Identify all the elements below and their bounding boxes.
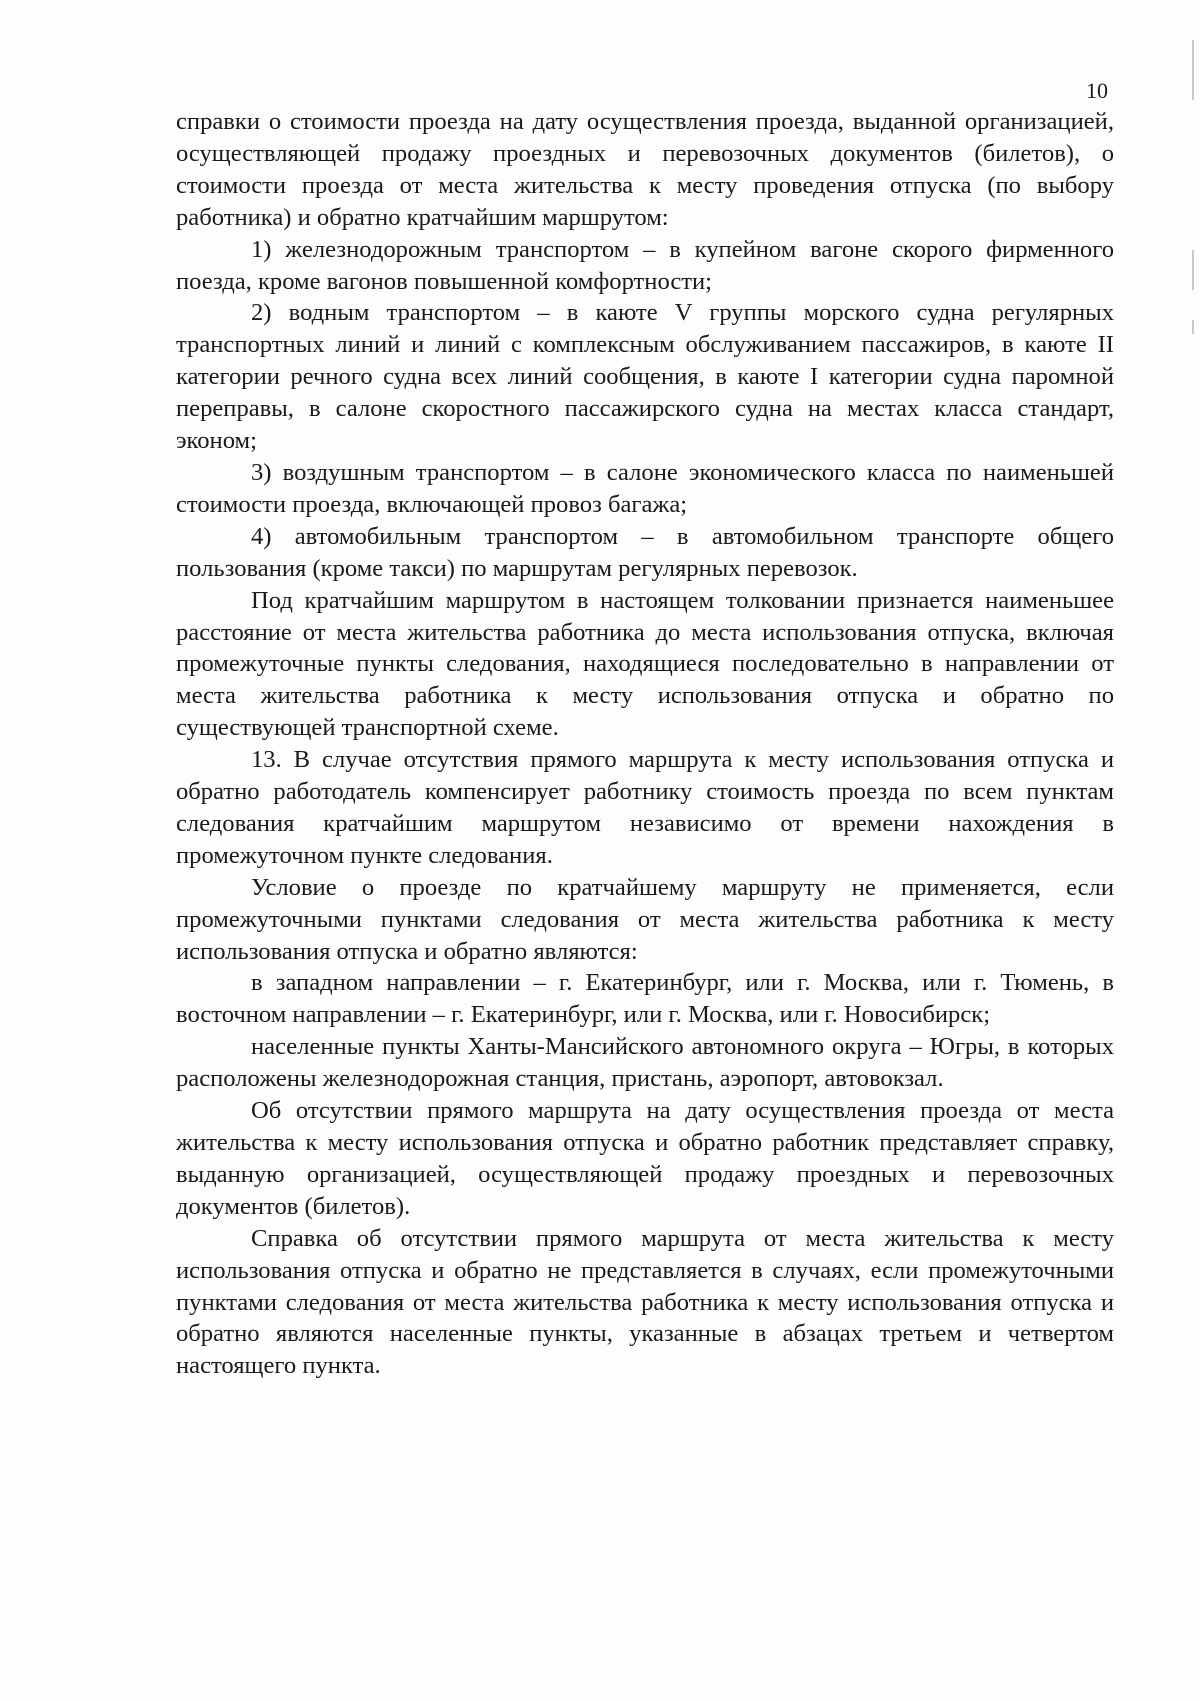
scan-edge-mark <box>1192 320 1194 334</box>
page-number: 10 <box>1086 78 1108 103</box>
scan-edge-mark <box>1192 250 1194 290</box>
list-item-air: 3) воздушным транспортом – в салоне экономического класса по наименьшей стоимости проезда, включающей провоз багажа; <box>176 458 1114 518</box>
paragraph: Справка об отсутствии прямого маршрута от места жительства к месту использования отпуска и обратно не представляется в случаях, если промежуточными пунктами следования от места жительства работника к месту использования отпуска и обратно являются населенные пункты, указанные в абзацах третьем и четвертом настоящего пункта. <box>176 1224 1114 1380</box>
paragraph-clause-13: 13. В случае отсутствия прямого маршрута к месту использования отпуска и обратно работодатель компенсирует работнику стоимость проезда по всем пунктам следования кратчайшим маршрутом независимо от времени нахождения в промежуточном пункте следования. <box>176 746 1114 869</box>
paragraph: Условие о проезде по кратчайшему маршруту не применяется, если промежуточными пунктами следования от места жительства работника к месту использования отпуска и обратно являются: <box>176 873 1114 965</box>
paragraph: Об отсутствии прямого маршрута на дату осуществления проезда от места жительства к месту использования отпуска и обратно работник представляет справку, выданную организацией, осуществляющей продажу проездных и перевозочных документов (билетов). <box>176 1097 1114 1220</box>
paragraph: справки о стоимости проезда на дату осуществления проезда, выданной организацией, осуществляющей продажу проездных и перевозочных документов (билетов), о стоимости проезда от места жительства к месту проведения отпуска (по выбору работника) и обратно кратчайшим маршрутом: <box>176 108 1114 231</box>
list-item-railway: 1) железнодорожным транспортом – в купейном вагоне скорого фирменного поезда, кроме вагонов повышенной комфортности; <box>176 235 1114 295</box>
paragraph: в западном направлении – г. Екатеринбург, или г. Москва, или г. Тюмень, в восточном направлении – г. Екатеринбург, или г. Москва, или г. Новосибирск; <box>176 969 1114 1029</box>
list-item-auto: 4) автомобильным транспортом – в автомобильном транспорте общего пользования (кроме такси) по маршрутам регулярных перевозок. <box>176 522 1114 582</box>
document-body <box>176 106 1114 1382</box>
paragraph: населенные пункты Ханты-Мансийского автономного округа – Югры, в которых расположены железнодорожная станция, пристань, аэропорт, автовокзал. <box>176 1033 1114 1093</box>
paragraph: Под кратчайшим маршрутом в настоящем толковании признается наименьшее расстояние от места жительства работника до места использования отпуска, включая промежуточные пункты следования, находящиеся последовательно в направлении от места жительства работника к месту использования отпуска и обратно по существующей транспортной схеме. <box>176 586 1114 742</box>
list-item-water: 2) водным транспортом – в каюте V группы морского судна регулярных транспортных линий и линий с комплексным обслуживанием пассажиров, в каюте II категории речного судна всех линий сообщения, в каюте I категории судна паромной переправы, в салоне скоростного пассажирского судна на местах класса стандарт, эконом; <box>176 299 1114 455</box>
scan-edge-mark <box>1192 40 1194 100</box>
